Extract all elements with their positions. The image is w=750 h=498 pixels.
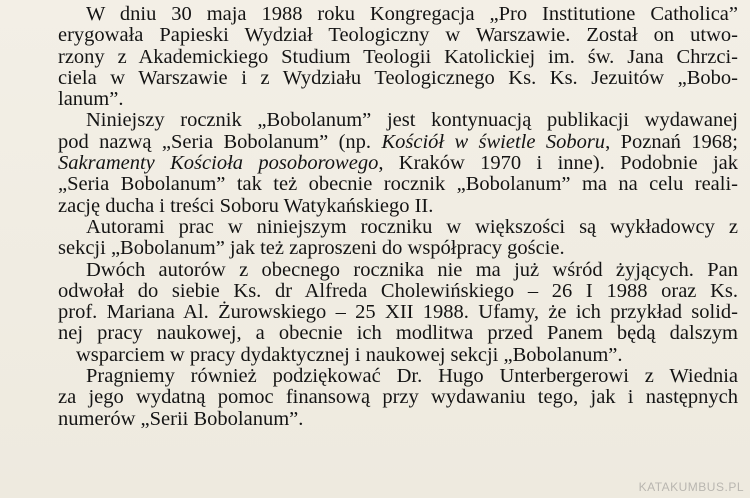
paragraph-1-line-3: rzony z Akademickiego Studium Teologii Katolickiej im. św. Jana Chrzci- — [58, 45, 738, 68]
document-body — [58, 4, 738, 430]
paragraph-2-line-5: zację ducha i treści Soboru Watykańskiego II. — [58, 194, 434, 217]
paragraph-4-line-4: nej pracy naukowej, a obecnie ich modlitwa przed Panem będą dalszym — [58, 322, 738, 345]
paragraph-4-line-3: prof. Mariana Al. Żurowskiego – 25 XII 1988. Ufamy, że ich przykład solid- — [58, 301, 738, 324]
paragraph-2-line-2-text-a: pod nazwą „Seria Bobolanum” (np. — [58, 130, 382, 153]
paragraph-5-line-3: numerów „Serii Bobolanum”. — [58, 407, 304, 430]
paragraph-4-line-2: odwołał do siebie Ks. dr Alfreda Cholewińskiego – 26 I 1988 oraz Ks. — [58, 279, 738, 302]
paragraph-5-line-2: za jego wydatną pomoc finansową przy wydawaniu tego, jak i następnych — [58, 386, 738, 409]
book-title-kosciol: Kościół w świetle Soboru — [381, 130, 606, 153]
paragraph-3-line-2: sekcji „Bobolanum” jak też zaproszeni do współpracy goście. — [58, 237, 565, 260]
paragraph-2-line-4: „Seria Bobolanum” tak też obecnie rocznik „Bobolanum” ma na celu reali- — [58, 173, 738, 196]
paragraph-1-line-2: erygowała Papieski Wydział Teologiczny w Warszawie. Został on utwo- — [58, 24, 738, 47]
paragraph-2-line-3-text-b: , Kraków 1970 i inne). Podobnie jak — [378, 152, 738, 175]
paragraph-3-line-1: Autorami prac w niniejszym roczniku w większości są wykładowcy z — [86, 215, 738, 238]
paragraph-2-line-2-text-b: , Poznań 1968; — [605, 130, 738, 153]
book-title-sakramenty: Sakramenty Kościoła posoborowego — [58, 152, 379, 175]
paragraph-1-line-5: lanum”. — [58, 88, 124, 111]
paragraph-2-line-2 — [58, 132, 738, 153]
paragraph-2-line-1: Niniejszy rocznik „Bobolanum” jest kontynuacją publikacji wydawanej — [86, 109, 738, 132]
paragraph-5-line-1: Pragniemy również podziękować Dr. Hugo Unterbergerowi z Wiednia — [86, 365, 738, 388]
paragraph-4-line-1: Dwóch autorów z obecnego rocznika nie ma już wśród żyjących. Pan — [86, 258, 738, 281]
paragraph-2-line-3 — [58, 153, 738, 174]
paragraph-1-line-1: W dniu 30 maja 1988 roku Kongregacja „Pro Institutione Catholica” — [86, 3, 738, 25]
watermark: KATAKUMBUS.PL — [638, 480, 744, 494]
paragraph-4-line-5: wsparciem w pracy dydaktycznej i naukowej sekcji „Bobolanum”. — [76, 343, 623, 366]
paragraph-1-line-4: ciela w Warszawie i z Wydziału Teologicznego Ks. Ks. Jezuitów „Bobo- — [58, 66, 738, 89]
